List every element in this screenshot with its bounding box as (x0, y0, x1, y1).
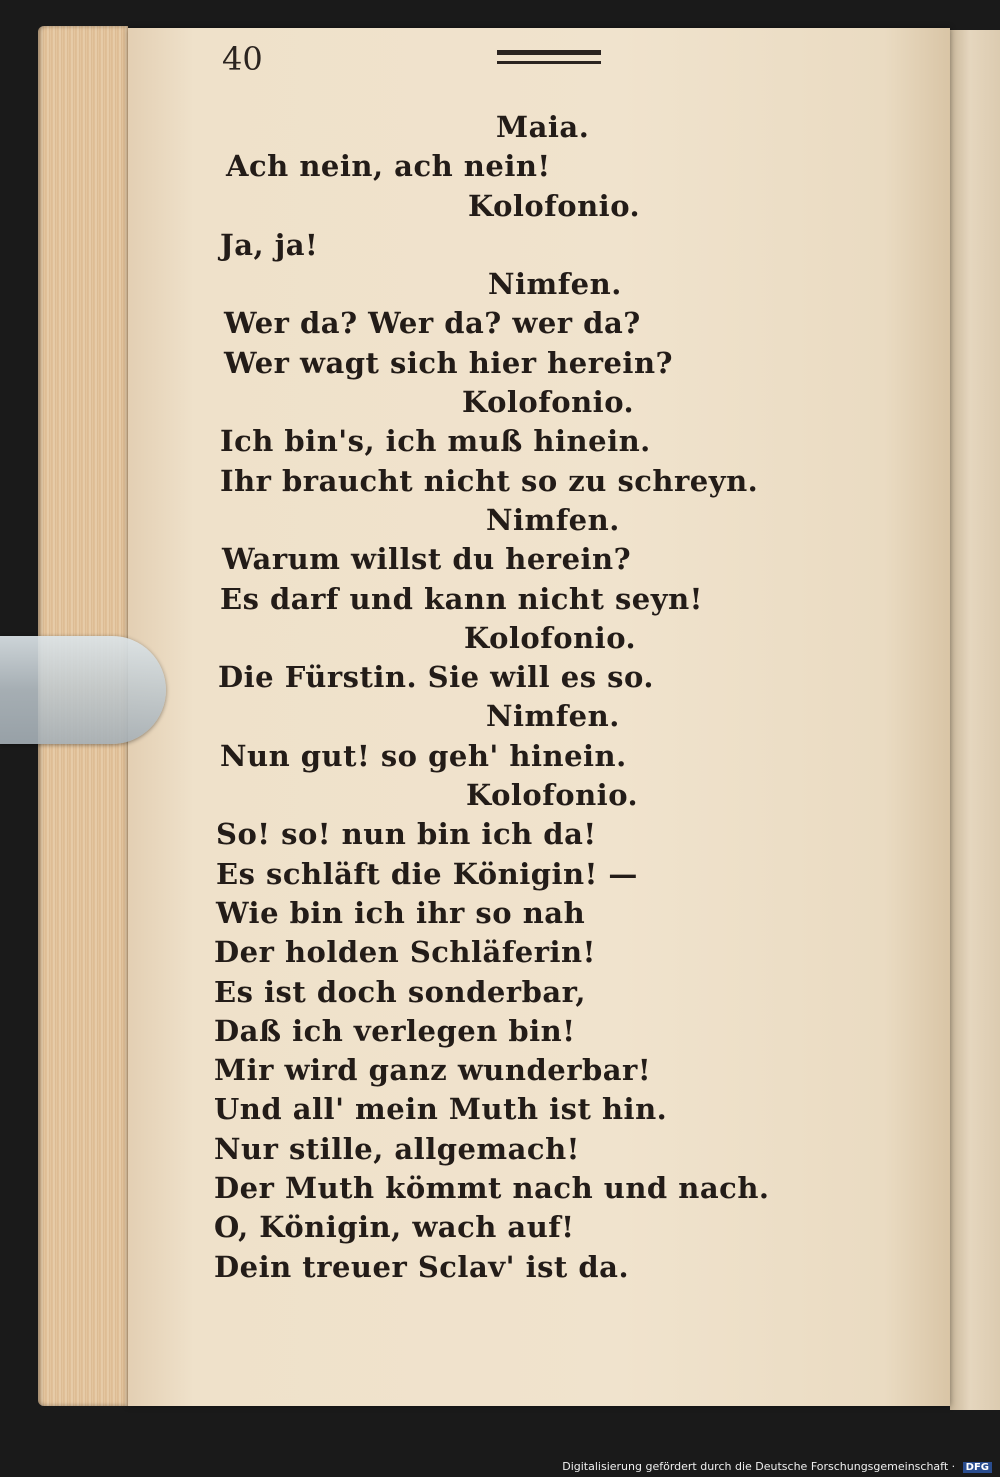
verse-line: Ja, ja! (220, 227, 319, 262)
speaker-name: Nimfen. (488, 267, 622, 302)
verse-line: Wie bin ich ihr so nah (216, 895, 586, 930)
speaker-name: Kolofonio. (468, 188, 641, 223)
verse-line: Daß ich verlegen bin! (214, 1013, 576, 1048)
verse-line: Nun gut! so geh' hinein. (220, 738, 627, 773)
verse-line: Nur stille, allgemach! (214, 1131, 580, 1166)
verse-line: Wer da? Wer da? wer da? (224, 306, 641, 341)
verse-line: Ihr braucht nicht so zu schreyn. (220, 463, 759, 498)
header-rule (497, 50, 601, 64)
verse-line: Der Muth kömmt nach und nach. (214, 1171, 770, 1206)
dfg-logo: DFG (963, 1462, 992, 1473)
verse-line: Warum willst du herein? (222, 542, 632, 577)
header-rule-thin (497, 61, 601, 64)
verse-line: Es darf und kann nicht seyn! (220, 581, 703, 616)
verse-line: Der holden Schläferin! (214, 935, 596, 970)
verse-line: Und all' mein Muth ist hin. (214, 1092, 668, 1127)
verse-line: O, Königin, wach auf! (214, 1210, 575, 1245)
speaker-name: Nimfen. (486, 502, 620, 537)
verse-line: Dein treuer Sclav' ist da. (214, 1249, 630, 1284)
footer-credit (562, 1460, 992, 1473)
verse-line: Wer wagt sich hier herein? (224, 345, 674, 380)
verse-line: Es ist doch sonderbar, (214, 974, 586, 1009)
verse-line: Ich bin's, ich muß hinein. (220, 424, 651, 459)
verse-text-block (214, 108, 774, 1287)
speaker-name: Kolofonio. (464, 620, 637, 655)
verse-line: So! so! nun bin ich da! (216, 817, 597, 852)
verse-line: Die Fürstin. Sie will es so. (218, 660, 654, 695)
speaker-name: Maia. (496, 110, 590, 144)
speaker-name: Kolofonio. (466, 778, 639, 813)
verse-line: Es schläft die Königin! — (216, 856, 638, 891)
speaker-name: Nimfen. (486, 699, 620, 734)
speaker-name: Kolofonio. (462, 385, 635, 420)
header-rule-thick (497, 50, 601, 55)
page-number: 40 (222, 40, 263, 78)
footer-credit-text: Digitalisierung gefördert durch die Deutsche Forschungsgemeinschaft · (562, 1460, 956, 1473)
verse-line: Ach nein, ach nein! (226, 149, 551, 184)
plastic-page-clip (0, 636, 166, 744)
facing-page-edge (950, 30, 1000, 1410)
verse-line: Mir wird ganz wunderbar! (214, 1053, 652, 1088)
